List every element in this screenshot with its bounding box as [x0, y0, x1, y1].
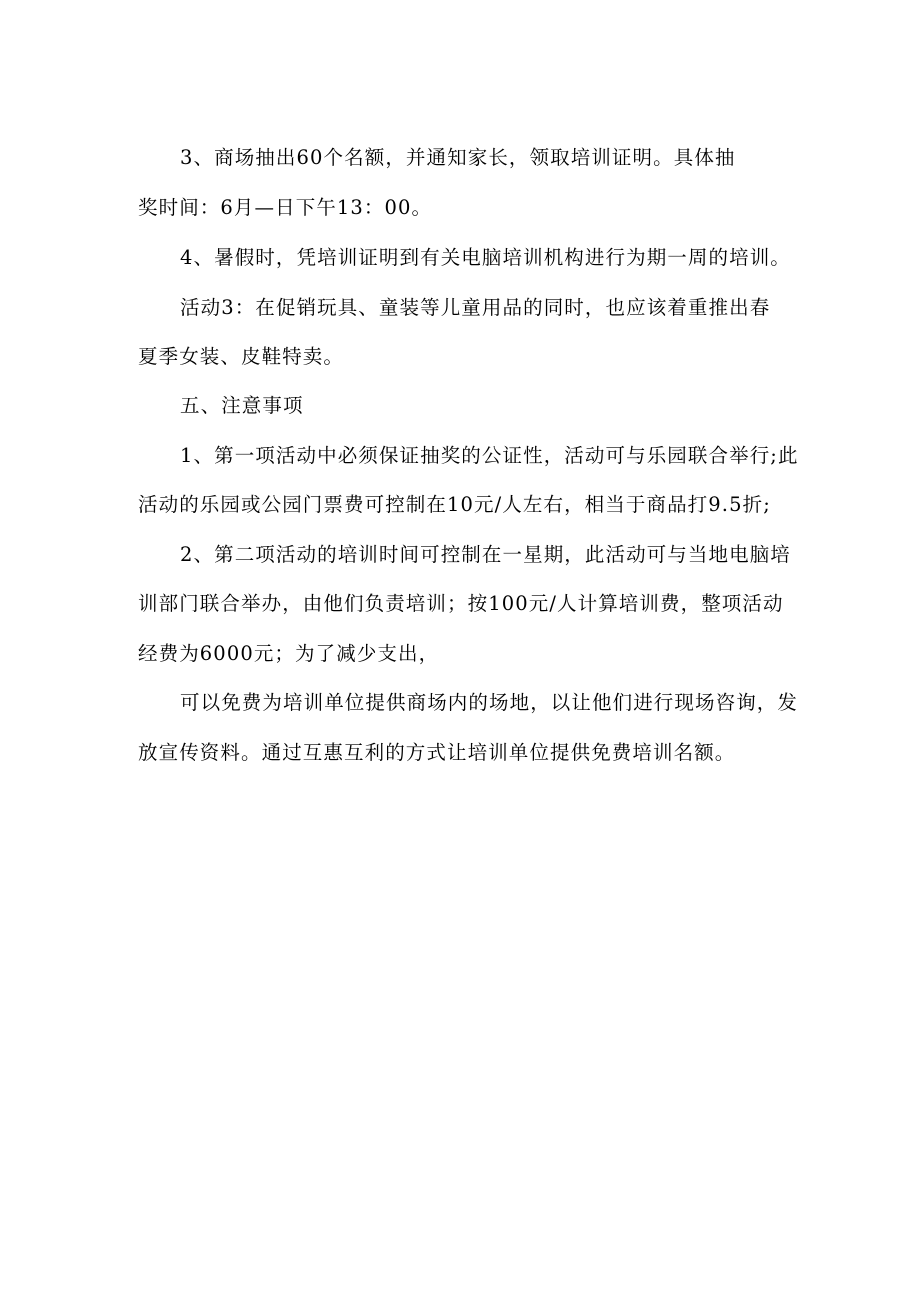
note-1-line-2: 活动的乐园或公园门票费可控制在10元/人左右，相当于商品打9.5折;	[138, 493, 771, 516]
note-2-line-1: 2、第二项活动的培训时间可控制在一星期，此活动可与当地电脑培	[180, 543, 791, 566]
paragraph-3-line-1: 3、商场抽出60个名额，并通知家长，领取培训证明。具体抽	[180, 146, 736, 169]
paragraph-3-line-2: 奖时间：6月—日下午13：00。	[138, 196, 433, 219]
section-heading-notes: 五、注意事项	[180, 394, 304, 417]
activity-3-line-2: 夏季女装、皮鞋特卖。	[138, 345, 345, 368]
paragraph-4: 4、暑假时，凭培训证明到有关电脑培训机构进行为期一周的培训。	[180, 246, 791, 269]
note-2-line-2: 训部门联合举办，由他们负责培训；按100元/人计算培训费，整项活动	[138, 592, 784, 615]
note-1-line-1: 1、第一项活动中必须保证抽奖的公证性，活动可与乐园联合举行;此	[180, 444, 799, 467]
note-2-line-3: 经费为6000元；为了减少支出，	[138, 642, 440, 665]
note-2-cont-line-2: 放宣传资料。通过互惠互利的方式让培训单位提供免费培训名额。	[138, 741, 736, 764]
note-2-cont-line-1: 可以免费为培训单位提供商场内的场地，以让他们进行现场咨询，发	[180, 691, 799, 714]
activity-3-line-1: 活动3：在促销玩具、童装等儿童用品的同时，也应该着重推出春	[180, 296, 771, 319]
